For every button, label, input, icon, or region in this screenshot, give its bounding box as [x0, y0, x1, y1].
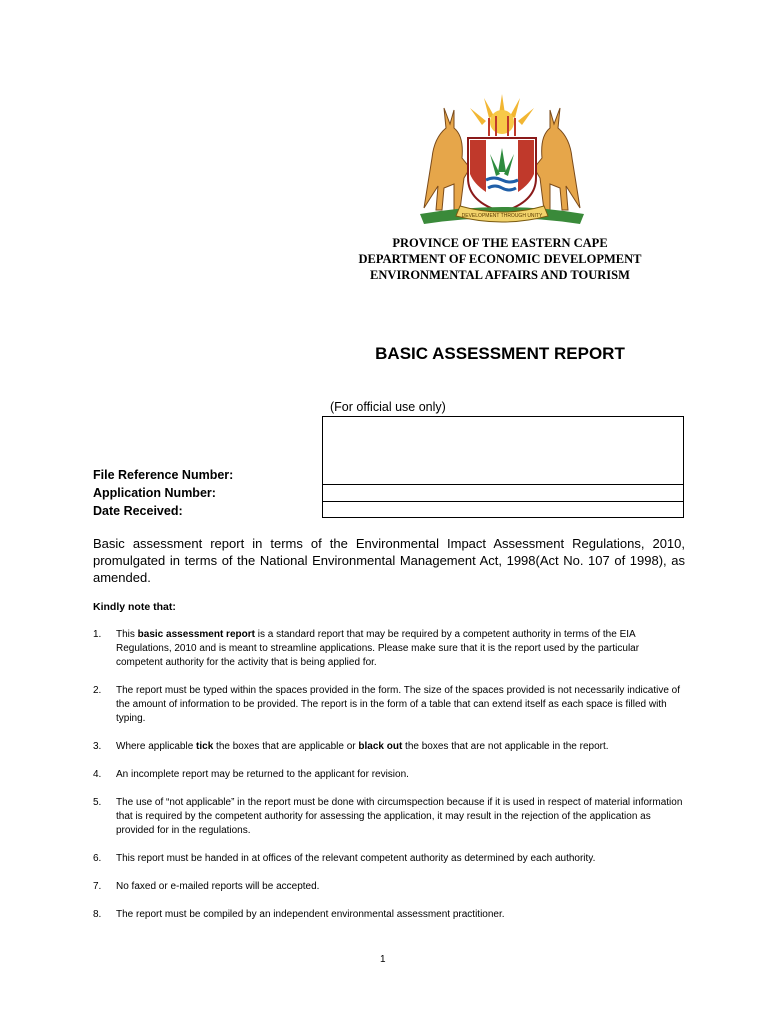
heading-line-3: ENVIRONMENTAL AFFAIRS AND TOURISM: [370, 268, 630, 282]
heading-line-2: DEPARTMENT OF ECONOMIC DEVELOPMENT: [358, 252, 642, 266]
file-reference-label: File Reference Number:: [93, 468, 234, 482]
page-number: 1: [380, 954, 386, 965]
official-use-row-divider: [323, 501, 683, 502]
list-item: [93, 768, 685, 782]
kindly-note-heading: Kindly note that:: [93, 601, 176, 613]
list-item-bold: black out: [358, 741, 403, 752]
list-item-number: 1.: [93, 629, 102, 640]
list-item: [93, 852, 685, 866]
list-item-number: 8.: [93, 909, 102, 920]
date-received-label: Date Received:: [93, 504, 183, 518]
list-item: [93, 628, 685, 670]
list-item-number: 5.: [93, 797, 102, 808]
list-item-text-part: This: [116, 629, 138, 640]
official-use-label: (For official use only): [330, 400, 446, 414]
list-item-text-part: Where applicable: [116, 741, 197, 752]
official-use-row-divider: [323, 484, 683, 485]
list-item-text: The report must be compiled by an independent environmental assessment practitioner.: [116, 909, 505, 920]
list-item-number: 4.: [93, 769, 102, 780]
list-item-text-part: the boxes that are not applicable in the report.: [402, 741, 609, 752]
list-item-text: This report must be handed in at offices of the relevant competent authority as determined by each authority.: [116, 853, 596, 864]
list-item-text: The use of “not applicable” in the report must be done with circumspection because if it is used in respect of material information that is required by the competent authority for assessing the application, it may result in the rejection of the application as provided for in the regulations.: [116, 797, 683, 836]
list-item: [93, 684, 685, 726]
list-item-text-part: the boxes that are applicable or: [213, 741, 359, 752]
list-item-number: 3.: [93, 741, 102, 752]
list-item-text: The report must be typed within the spaces provided in the form. The size of the spaces provided is not necessarily indicative of the amount of information to be provided. The report is in the form of a table that can extend itself as each space is filled with typing.: [116, 685, 680, 724]
list-item: [93, 880, 685, 894]
heading-line-1: PROVINCE OF THE EASTERN CAPE: [392, 236, 608, 250]
list-item-text: [116, 740, 685, 754]
list-item-text: [116, 628, 685, 670]
list-item-number: 6.: [93, 853, 102, 864]
department-heading: [300, 235, 700, 283]
list-item-bold: basic assessment report: [137, 629, 255, 640]
coat-of-arms-logo: [404, 88, 600, 228]
list-item: [93, 740, 685, 754]
report-title: BASIC ASSESSMENT REPORT: [375, 344, 625, 363]
application-number-label: Application Number:: [93, 486, 216, 500]
list-item-text-part: is a standard report that may be required by a competent authority in terms of the EIA Regulations, 2010 and is meant to streamline applications. Please make sure that it is the report used by the particular competent authority for the activity that is being applied for.: [116, 629, 640, 668]
list-item-number: 2.: [93, 685, 102, 696]
official-use-box: [322, 416, 684, 518]
list-item: [93, 796, 685, 838]
list-item-text: An incomplete report may be returned to the applicant for revision.: [116, 769, 409, 780]
svg-text:DEVELOPMENT THROUGH UNITY: DEVELOPMENT THROUGH UNITY: [461, 213, 543, 219]
list-item: [93, 908, 685, 922]
list-item-text: No faxed or e-mailed reports will be accepted.: [116, 881, 320, 892]
intro-paragraph: Basic assessment report in terms of the Environmental Impact Assessment Regulations, 2010, promulgated in terms of the National Environmental Management Act, 1998(Act No. 107 of 1998), as amended.: [93, 536, 685, 585]
list-item-bold: tick: [196, 741, 214, 752]
reference-fields: [93, 466, 233, 520]
list-item-number: 7.: [93, 881, 102, 892]
